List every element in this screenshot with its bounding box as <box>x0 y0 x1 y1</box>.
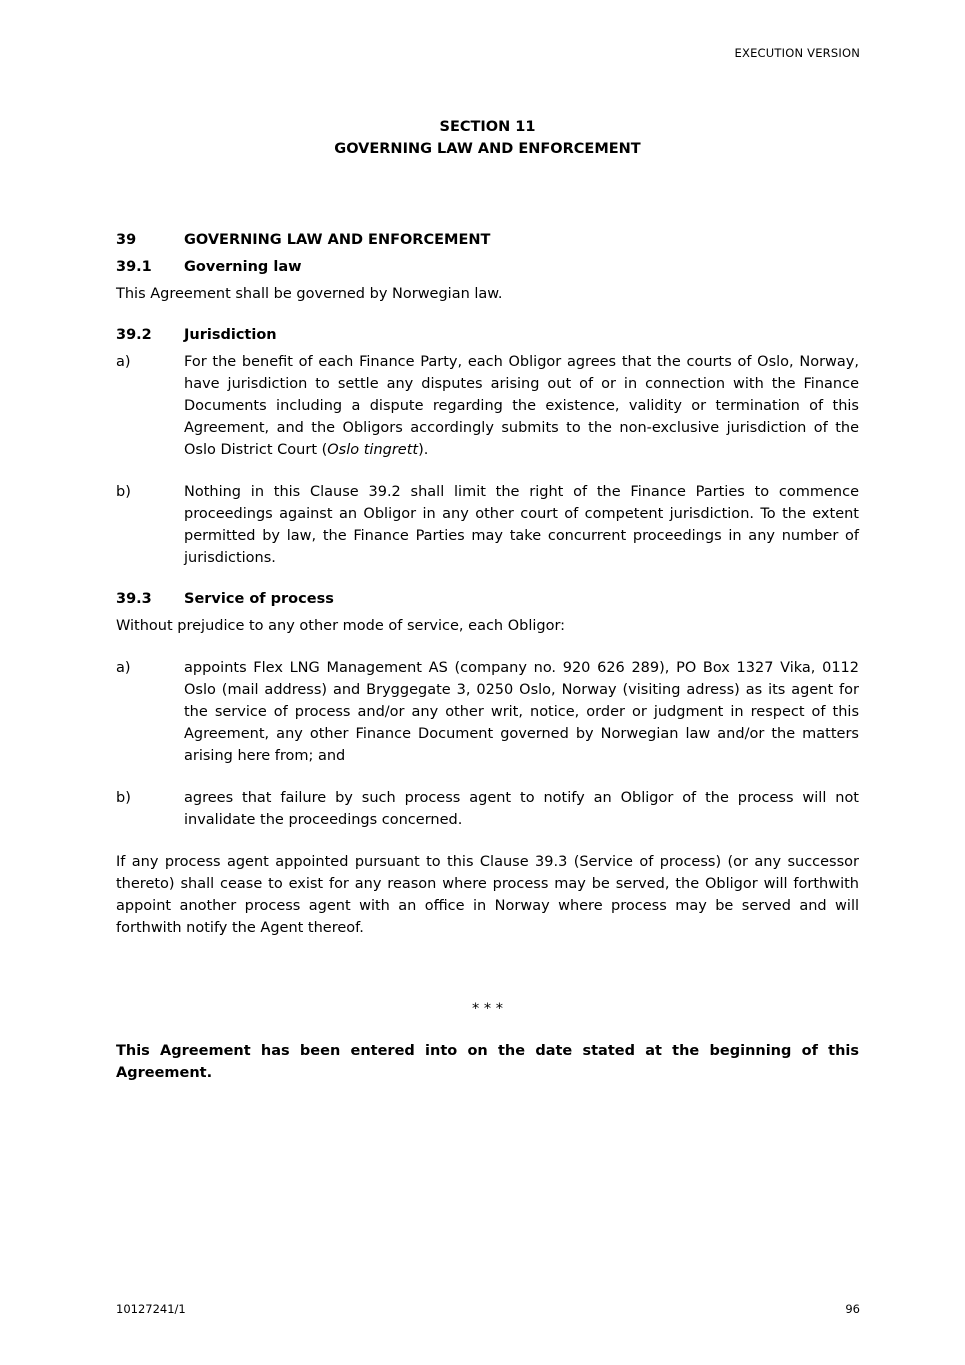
clause-number: 39 <box>116 232 137 248</box>
clause-title: Service of process <box>184 591 334 607</box>
clause-39-3-item-b <box>116 787 859 831</box>
clause-39-3-closing-paragraph: If any process agent appointed pursuant to this Clause 39.3 (Service of process) (or any successor thereto) shall cease to exist for any reason where process may be served, the Obligor will forthwith appoint another process agent with an office in Norway where process may be served and will forthwith notify the Agent thereof. <box>116 854 859 936</box>
closing-statement: This Agreement has been entered into on the date stated at the beginning of this Agreement. <box>116 1043 859 1081</box>
clause-39-2-heading <box>116 324 859 346</box>
page-number: 96 <box>845 1302 860 1316</box>
clause-title: Governing law <box>184 259 302 275</box>
clause-number: 39.3 <box>116 591 152 607</box>
item-label: a) <box>116 660 131 676</box>
item-label: b) <box>116 484 131 500</box>
clause-39-1-heading <box>116 256 859 278</box>
item-text: For the benefit of each Finance Party, each Obligor agrees that the courts of Oslo, Norway, have jurisdiction to settle any disputes arising out of or in connection with the Finance Documents including a dispute regarding the existence, validity or termination of this Agreement, and the Obligors accordingly submits to the non-exclusive jurisdiction of the Oslo District Court (Oslo tingrett). <box>184 354 859 458</box>
clause-number: 39.2 <box>116 327 152 343</box>
item-label: b) <box>116 790 131 806</box>
item-text: agrees that failure by such process agent to notify an Obligor of the process will not invalidate the proceedings concerned. <box>184 790 859 828</box>
document-body <box>116 229 859 1084</box>
clause-39-3-item-a <box>116 657 859 767</box>
clause-title: GOVERNING LAW AND ENFORCEMENT <box>184 232 491 248</box>
section-heading <box>0 116 965 160</box>
item-label: a) <box>116 354 131 370</box>
clause-39-2-item-b <box>116 481 859 569</box>
clause-39-2-item-a <box>116 351 859 461</box>
clause-39-heading <box>116 229 859 251</box>
clause-39-1-text: This Agreement shall be governed by Norwegian law. <box>116 286 503 302</box>
court-name-italic: Oslo tingrett <box>327 442 419 458</box>
item-text: Nothing in this Clause 39.2 shall limit the right of the Finance Parties to commence proceedings against an Obligor in any other court of competent jurisdiction. To the extent permitted by law, the Finance Parties may take concurrent proceedings in any number of jurisdictions. <box>184 484 859 566</box>
section-title: GOVERNING LAW AND ENFORCEMENT <box>334 141 641 157</box>
section-separator: * * * <box>472 1001 503 1017</box>
item-text: appoints Flex LNG Management AS (company no. 920 626 289), PO Box 1327 Vika, 0112 Oslo (mail address) and Bryggegate 3, 0250 Oslo, Norway (visiting adress) as its agent for the service of process and/or any other writ, notice, order or judgment in respect of this Agreement, any other Finance Document governed by Norwegian law and/or the matters arising here from; and <box>184 660 859 764</box>
document-version-label: EXECUTION VERSION <box>734 46 860 60</box>
clause-number: 39.1 <box>116 259 152 275</box>
clause-39-3-heading <box>116 588 859 610</box>
section-number: SECTION 11 <box>439 119 536 135</box>
clause-39-3-intro: Without prejudice to any other mode of service, each Obligor: <box>116 618 566 634</box>
document-id: 10127241/1 <box>116 1302 186 1316</box>
clause-title: Jurisdiction <box>184 327 277 343</box>
